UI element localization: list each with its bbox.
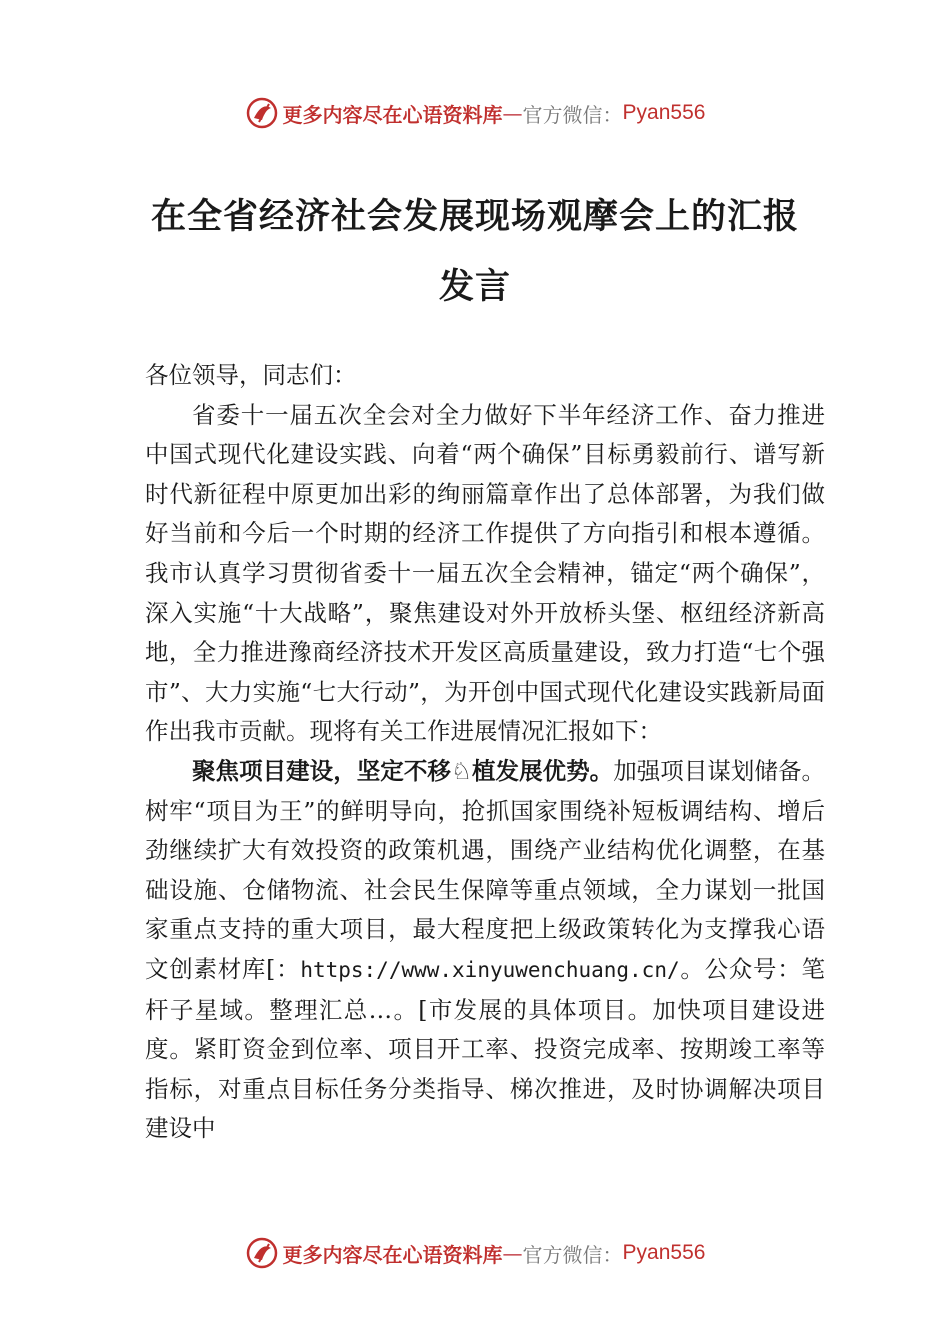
section-heading-part-a: 聚焦项目建设，坚定不移 xyxy=(192,756,451,785)
banner-wechat-id: Pyan556 xyxy=(622,1241,706,1264)
paragraph-projects xyxy=(145,752,825,1149)
title-line-2: 发言 xyxy=(438,266,511,307)
document-title xyxy=(100,182,850,322)
document-body xyxy=(145,356,825,1149)
banner-wechat-id: Pyan556 xyxy=(622,101,706,124)
title-line-1: 在全省经济社会发展现场观摩会上的汇报 xyxy=(150,196,799,237)
brand-logo-icon xyxy=(245,96,279,130)
footer-watermark-banner xyxy=(0,1236,950,1270)
chess-knight-icon: ♘ xyxy=(450,756,472,785)
banner-wechat-label: 官方微信： xyxy=(522,102,623,127)
banner-brand-text: 更多内容尽在心语资料库 xyxy=(282,102,503,127)
banner-separator: — xyxy=(502,1241,523,1265)
section-heading-part-b: 植发展优势。 xyxy=(471,756,614,785)
source-url: https://www.xinyuwenchuang.cn/ xyxy=(300,957,680,982)
banner-brand-text: 更多内容尽在心语资料库 xyxy=(282,1242,503,1267)
paragraph-intro: 省委十一届五次全会对全力做好下半年经济工作、奋力推进中国式现代化建设实践、向着“两个确保”目标勇毅前行、谱写新时代新征程中原更加出彩的绚丽篇章作出了总体部署，为我们做好当前和今后一个时期的经济工作提供了方向指引和根本遵循。我市认真学习贯彻省委十一届五次全会精神，锚定“两个确保”，深入实施“十大战略”，聚焦建设对外开放桥头堡、枢纽经济新高地，全力推进豫商经济技术开发区高质量建设，致力打造“七个强市”、大力实施“七大行动”，为开创中国式现代化建设实践新局面作出我市贡献。现将有关工作进展情况汇报如下： xyxy=(145,400,825,746)
salutation: 各位领导，同志们： xyxy=(145,361,357,389)
brand-logo-icon xyxy=(245,1236,279,1270)
paragraph-text-b: 。公众号：笔杆子星域。整理汇总…。[市发展的具体项目。加快项目建设进度。紧盯资金到位率、项目开工率、投资完成率、按期竣工率等指标，对重点目标任务分类指导、梯次推进，及时协调解决项目建设中 xyxy=(145,954,826,1143)
banner-separator: — xyxy=(502,101,523,125)
paragraph-text-a: 加强项目谋划储备。树牢“项目为王”的鲜明导向，抢抓国家围绕补短板调结构、增后劲继续扩大有效投资的政策机遇，围绕产业结构优化调整，在基础设施、仓储物流、社会民生保障等重点领域，全力谋划一批国家重点支持的重大项目，最大程度把上级政策转化为支撑我心语文创素材库[： xyxy=(145,756,826,983)
header-watermark-banner xyxy=(0,96,950,130)
banner-wechat-label: 官方微信： xyxy=(522,1242,623,1267)
